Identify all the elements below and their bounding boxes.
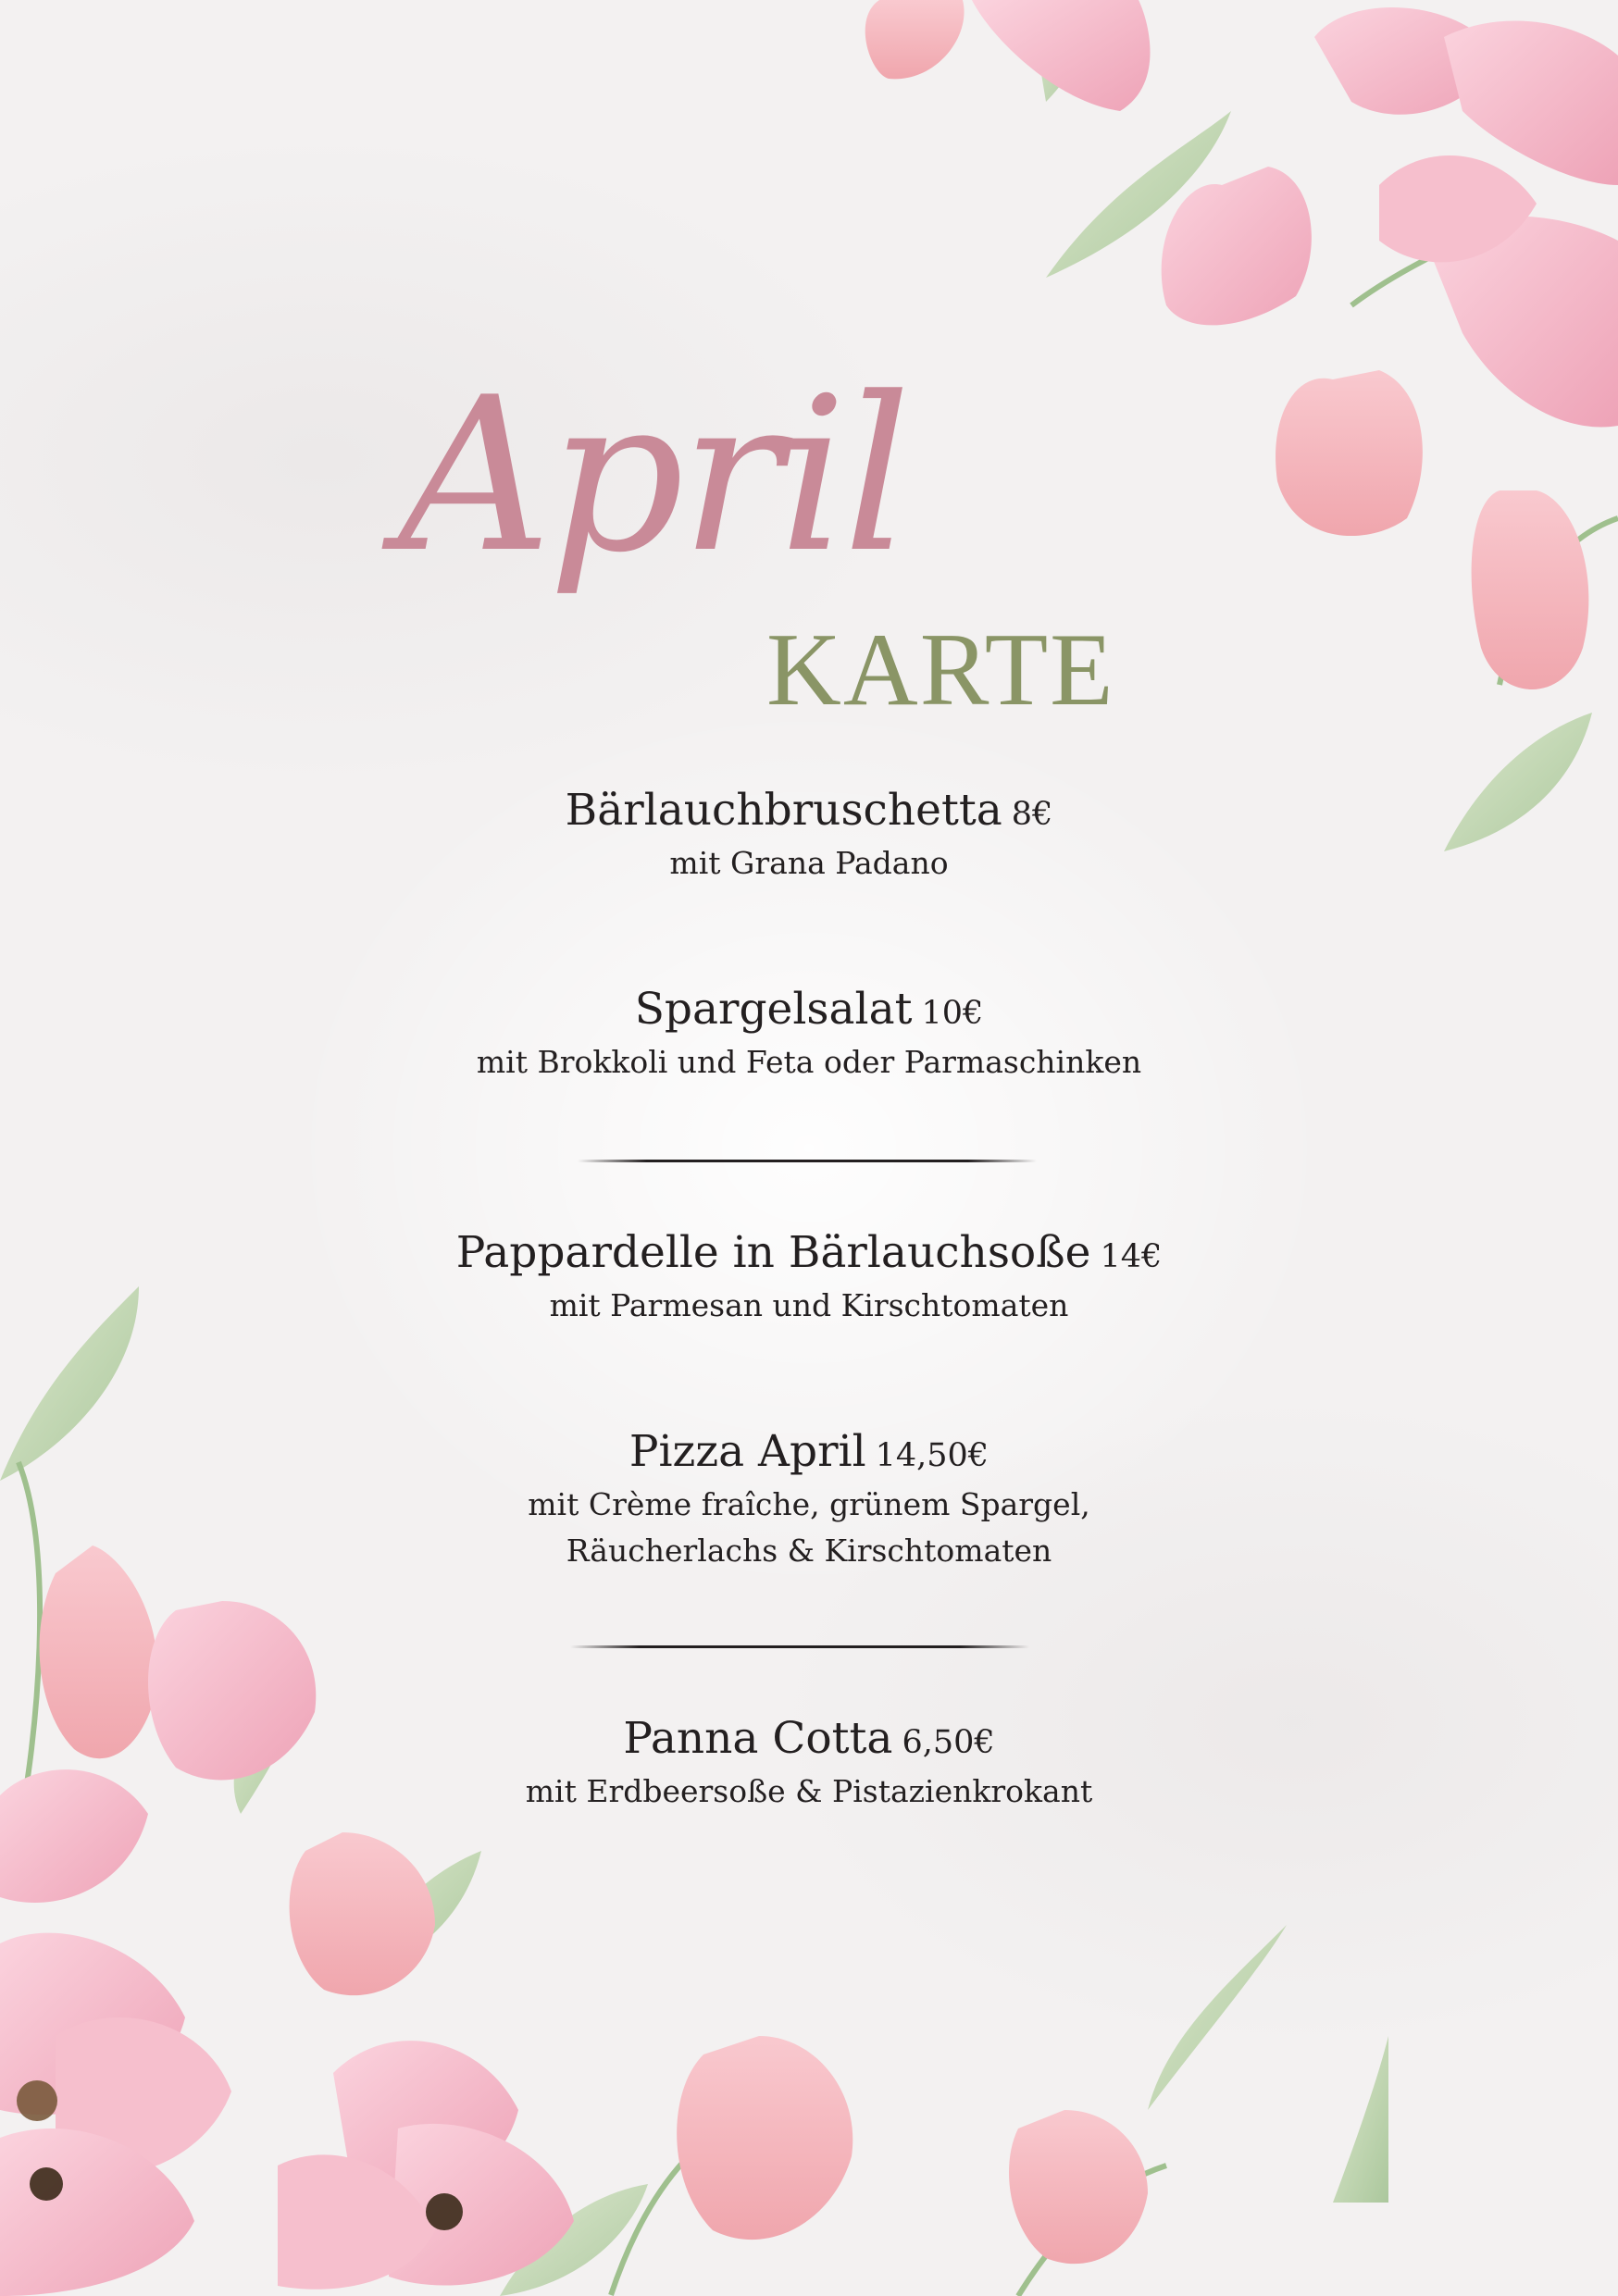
menu-item-name: Pizza April bbox=[629, 1426, 866, 1477]
menu-item bbox=[254, 984, 1364, 1086]
flower-icon bbox=[1314, 7, 1618, 428]
menu-item-description: mit Brokkoli und Feta oder Parmaschinken bbox=[476, 1044, 1142, 1080]
menu-item bbox=[254, 1426, 1364, 1574]
tulip-icon bbox=[40, 1545, 1148, 2264]
flower-icon bbox=[0, 1769, 574, 2296]
menu-item-description: mit Erdbeersoße & Pistazienkrokant bbox=[525, 1773, 1093, 1809]
menu-item-description: mit Grana Padano bbox=[669, 845, 949, 881]
menu-item-name: Pappardelle in Bärlauchsoße bbox=[455, 1227, 1091, 1278]
section-divider bbox=[578, 1160, 1037, 1162]
title-subtitle: KARTE bbox=[766, 613, 1115, 727]
menu-item bbox=[254, 1713, 1364, 1815]
menu-item-description: Räucherlachs & Kirschtomaten bbox=[566, 1533, 1052, 1569]
menu-item-name: Bärlauchbruschetta bbox=[565, 785, 1002, 836]
menu-item bbox=[254, 785, 1364, 887]
menu-item bbox=[254, 1227, 1364, 1329]
menu-item-price: 8€ bbox=[1011, 796, 1053, 833]
menu-item-price: 10€ bbox=[921, 995, 984, 1032]
menu-item-description: mit Parmesan und Kirschtomaten bbox=[549, 1287, 1069, 1323]
title-script: April bbox=[398, 353, 908, 600]
section-divider bbox=[570, 1645, 1029, 1648]
menu-title bbox=[370, 353, 1166, 731]
menu-item-price: 14,50€ bbox=[875, 1437, 989, 1474]
menu-item-description: mit Crème fraîche, grünem Spargel, bbox=[528, 1486, 1090, 1522]
menu-item-price: 6,50€ bbox=[902, 1724, 995, 1761]
menu-item-price: 14€ bbox=[1100, 1238, 1163, 1275]
menu-item-name: Spargelsalat bbox=[634, 984, 913, 1035]
menu-item-name: Panna Cotta bbox=[623, 1713, 893, 1764]
